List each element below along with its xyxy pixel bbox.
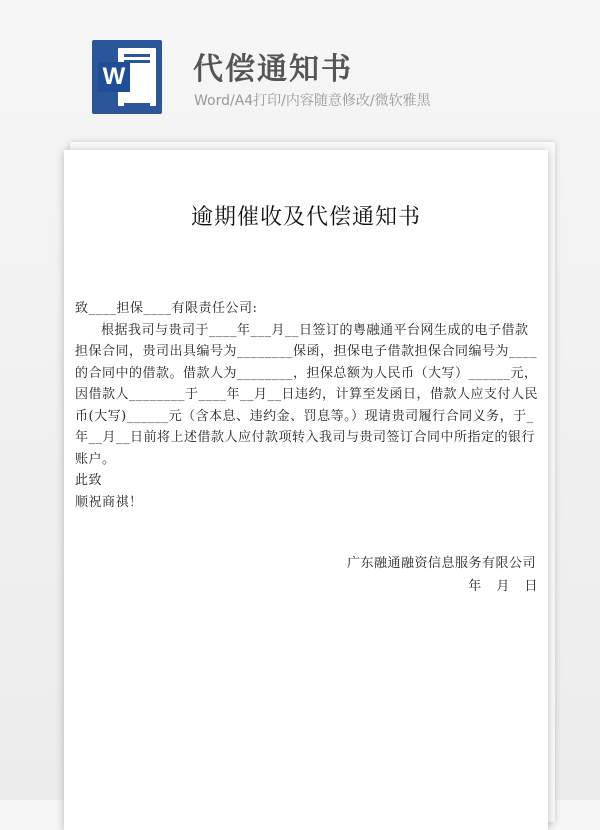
word-letter: W: [98, 62, 130, 92]
company-signature: 广东融通融资信息服务有限公司: [346, 556, 536, 571]
closing-line-1: 此致: [75, 473, 103, 488]
salutation: 致____担保____有限责任公司:: [75, 301, 258, 316]
main-paragraph: 根据我司与贵司于____年___月__日签订的粤融通平台网生成的电子借款担保合同，贵司出具编号为________保函，担保电子借款担保合同编号为____的合同中的借款。借款人为________，担保总额为人民币（大写）______元，因借款人________于____年__月__日违约，计算至发函日，借款人应支付人民币(大写)______元（含本息、违约金、罚息等。）现请贵司履行合同义务，于_年__月__日前将上述借款人应付款项转入我司与贵司签订合同中所指定的银行账户。: [75, 322, 539, 467]
closing-line-2: 顺祝商祺！: [75, 494, 143, 510]
document-body: [75, 298, 538, 513]
template-subtitle: Word/A4打印/内容随意修改/微软雅黑: [194, 93, 431, 109]
document-page: [64, 150, 548, 830]
word-document-icon: [92, 40, 162, 114]
document-title: 逾期催收及代偿通知书: [190, 205, 421, 230]
date-line: 年 月 日: [468, 579, 538, 594]
template-title: 代偿通知书: [193, 52, 353, 87]
preview-header: [0, 0, 600, 135]
